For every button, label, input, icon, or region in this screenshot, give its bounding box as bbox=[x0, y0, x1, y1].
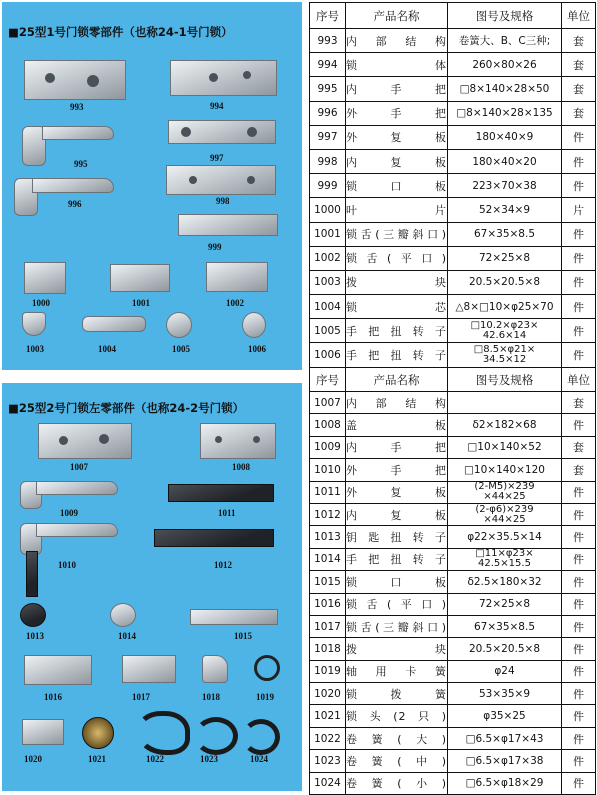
table-row bbox=[310, 29, 596, 53]
cell-spec: 72×25×8 bbox=[448, 593, 562, 615]
cell-unit: 件 bbox=[562, 319, 596, 343]
cell-unit: 套 bbox=[562, 392, 596, 414]
cell-unit: 件 bbox=[562, 727, 596, 749]
spec-table-1 bbox=[309, 2, 596, 368]
cell-spec: □8×140×28×50 bbox=[448, 77, 562, 101]
table-row bbox=[310, 593, 596, 615]
handle-rotor-large-image bbox=[166, 312, 192, 338]
table-row bbox=[310, 436, 596, 458]
table-row bbox=[310, 481, 596, 503]
table-row bbox=[310, 53, 596, 77]
cell-product-name: 内部结构 bbox=[346, 29, 448, 53]
cell-spec: 223×70×38 bbox=[448, 174, 562, 198]
retaining-ring-image bbox=[254, 655, 280, 681]
table-row bbox=[310, 615, 596, 637]
cell-product-name: 锁舌(平口) bbox=[346, 246, 448, 270]
cell-part-number: 1012 bbox=[310, 503, 346, 525]
cell-part-number: 1020 bbox=[310, 683, 346, 705]
cell-part-number: 1015 bbox=[310, 571, 346, 593]
cover-plate-image bbox=[200, 423, 276, 459]
part-label: 1012 bbox=[214, 560, 232, 570]
outer-handle-lever-image bbox=[36, 523, 118, 537]
cell-unit: 套 bbox=[562, 29, 596, 53]
part-label: 1014 bbox=[118, 631, 136, 641]
cell-unit: 件 bbox=[562, 750, 596, 772]
dial-block-image bbox=[202, 655, 228, 683]
lock-core-image bbox=[82, 316, 146, 332]
lock-striker-plate-image bbox=[178, 214, 278, 236]
part-label: 1021 bbox=[88, 754, 106, 764]
part-label: 997 bbox=[210, 153, 224, 163]
cell-part-number: 994 bbox=[310, 53, 346, 77]
cell-spec: □8×140×28×135 bbox=[448, 101, 562, 125]
latch-bolt-flat-image bbox=[206, 262, 268, 292]
table-row bbox=[310, 638, 596, 660]
table-row bbox=[310, 198, 596, 222]
table-row bbox=[310, 503, 596, 525]
outer-handle-shaft-image bbox=[26, 551, 38, 597]
latch-bolt-flat-image bbox=[24, 655, 92, 685]
col-header-name: 产品名称 bbox=[346, 3, 448, 29]
cell-unit: 套 bbox=[562, 53, 596, 77]
cell-part-number: 1014 bbox=[310, 548, 346, 570]
inner-handle-lever-image bbox=[42, 126, 114, 140]
cell-unit: 套 bbox=[562, 459, 596, 481]
cell-product-name: 钥匙扭转子 bbox=[346, 526, 448, 548]
cell-part-number: 996 bbox=[310, 101, 346, 125]
cell-part-number: 1002 bbox=[310, 246, 346, 270]
cell-product-name: 外手把 bbox=[346, 459, 448, 481]
cell-unit: 件 bbox=[562, 638, 596, 660]
part-label: 1003 bbox=[26, 344, 44, 354]
outer-handle-lever-image bbox=[32, 178, 114, 193]
cell-spec: 52×34×9 bbox=[448, 198, 562, 222]
cell-spec: □6.5×φ18×29 bbox=[448, 772, 562, 794]
cell-unit: 件 bbox=[562, 270, 596, 294]
cell-product-name: 锁头(2只) bbox=[346, 705, 448, 727]
part-label: 998 bbox=[216, 196, 230, 206]
cell-product-name: 内手把 bbox=[346, 77, 448, 101]
cell-spec: 180×40×20 bbox=[448, 149, 562, 173]
cell-unit: 件 bbox=[562, 593, 596, 615]
cell-spec: □10×140×120 bbox=[448, 459, 562, 481]
table-row bbox=[310, 683, 596, 705]
col-header-unit: 单位 bbox=[562, 3, 596, 29]
cell-spec: □10.2×φ23× 42.6×14 bbox=[448, 319, 562, 343]
lock-internal-structure-image bbox=[38, 423, 132, 459]
parts-panel-1 bbox=[2, 2, 302, 370]
part-label: 1007 bbox=[70, 462, 88, 472]
cell-spec: 67×35×8.5 bbox=[448, 222, 562, 246]
part-label: 1005 bbox=[172, 344, 190, 354]
cell-product-name: 锁舌(三瓣斜口) bbox=[346, 222, 448, 246]
part-label: 1020 bbox=[24, 754, 42, 764]
lock-cylinder-image bbox=[82, 717, 114, 749]
cell-part-number: 1017 bbox=[310, 615, 346, 637]
table-row bbox=[310, 270, 596, 294]
table-row bbox=[310, 149, 596, 173]
cell-spec: (2-M5)×239 ×44×25 bbox=[448, 481, 562, 503]
table-header-row bbox=[310, 3, 596, 29]
cell-spec: 260×80×26 bbox=[448, 53, 562, 77]
part-label: 1022 bbox=[146, 754, 164, 764]
col-header-spec: 图号及规格 bbox=[448, 3, 562, 29]
cell-unit: 件 bbox=[562, 295, 596, 319]
table-row bbox=[310, 772, 596, 794]
part-label: 1023 bbox=[200, 754, 218, 764]
handle-rotor-image bbox=[110, 603, 136, 627]
cell-unit: 件 bbox=[562, 481, 596, 503]
table-row bbox=[310, 392, 596, 414]
latch-bolt-bevel-image bbox=[122, 655, 176, 683]
latch-bolt-bevel-image bbox=[110, 264, 170, 292]
cell-part-number: 1023 bbox=[310, 750, 346, 772]
cell-unit: 件 bbox=[562, 149, 596, 173]
table-row bbox=[310, 750, 596, 772]
cell-part-number: 1011 bbox=[310, 481, 346, 503]
cell-spec bbox=[448, 392, 562, 414]
table-row bbox=[310, 125, 596, 149]
part-label: 1018 bbox=[202, 692, 220, 702]
cell-unit: 片 bbox=[562, 198, 596, 222]
part-label: 1006 bbox=[248, 344, 266, 354]
cell-part-number: 1016 bbox=[310, 593, 346, 615]
cell-part-number: 1000 bbox=[310, 198, 346, 222]
cell-product-name: 锁舌(三瓣斜口) bbox=[346, 615, 448, 637]
part-label: 1010 bbox=[58, 560, 76, 570]
col-header-no: 序号 bbox=[310, 368, 346, 392]
cell-unit: 件 bbox=[562, 548, 596, 570]
cell-spec: □6.5×φ17×38 bbox=[448, 750, 562, 772]
cell-unit: 件 bbox=[562, 222, 596, 246]
part-label: 1024 bbox=[250, 754, 268, 764]
cell-unit: 件 bbox=[562, 615, 596, 637]
table-row bbox=[310, 101, 596, 125]
dial-block-image bbox=[22, 312, 46, 336]
cell-product-name: 内复板 bbox=[346, 503, 448, 525]
cell-product-name: 卷簧(大) bbox=[346, 727, 448, 749]
cell-spec: φ35×25 bbox=[448, 705, 562, 727]
lock-striker-plate-image bbox=[190, 609, 278, 625]
cell-spec: φ22×35.5×14 bbox=[448, 526, 562, 548]
table-row bbox=[310, 222, 596, 246]
lock-spring-image bbox=[22, 719, 64, 745]
cell-product-name: 内手把 bbox=[346, 436, 448, 458]
cell-unit: 件 bbox=[562, 705, 596, 727]
cell-spec: δ2.5×180×32 bbox=[448, 571, 562, 593]
part-label: 1001 bbox=[132, 298, 150, 308]
cell-product-name: 锁口板 bbox=[346, 571, 448, 593]
col-header-unit: 单位 bbox=[562, 368, 596, 392]
table-row bbox=[310, 295, 596, 319]
cell-part-number: 1024 bbox=[310, 772, 346, 794]
cell-spec: △8×□10×φ25×70 bbox=[448, 295, 562, 319]
table-row bbox=[310, 414, 596, 436]
cell-product-name: 轴用卡簧 bbox=[346, 660, 448, 682]
panel-1-title: ■25型1号门锁零部件（也称24-1号门锁） bbox=[8, 25, 233, 39]
cell-product-name: 卷簧(小) bbox=[346, 772, 448, 794]
part-label: 1000 bbox=[32, 298, 50, 308]
part-label: 1015 bbox=[234, 631, 252, 641]
table-row bbox=[310, 727, 596, 749]
cell-product-name: 手把扭转子 bbox=[346, 548, 448, 570]
table-header-row bbox=[310, 368, 596, 392]
cell-product-name: 锁体 bbox=[346, 53, 448, 77]
coil-spring-medium-image bbox=[194, 717, 238, 755]
cell-part-number: 1005 bbox=[310, 319, 346, 343]
cell-spec: □10×140×52 bbox=[448, 436, 562, 458]
cell-unit: 件 bbox=[562, 343, 596, 367]
cell-product-name: 手把扭转子 bbox=[346, 343, 448, 367]
cell-spec: 20.5×20.5×8 bbox=[448, 638, 562, 660]
cell-part-number: 1003 bbox=[310, 270, 346, 294]
cell-unit: 件 bbox=[562, 503, 596, 525]
part-label: 1011 bbox=[218, 508, 236, 518]
col-header-name: 产品名称 bbox=[346, 368, 448, 392]
part-label: 999 bbox=[208, 242, 222, 252]
cell-product-name: 卷簧(中) bbox=[346, 750, 448, 772]
inner-plate-image bbox=[166, 165, 276, 195]
coil-spring-large-image bbox=[136, 711, 190, 755]
cell-unit: 套 bbox=[562, 436, 596, 458]
cell-spec: □6.5×φ17×43 bbox=[448, 727, 562, 749]
table-row bbox=[310, 246, 596, 270]
table-row bbox=[310, 459, 596, 481]
cell-part-number: 1022 bbox=[310, 727, 346, 749]
cell-product-name: 锁芯 bbox=[346, 295, 448, 319]
parts-panel-2 bbox=[2, 383, 302, 791]
cell-unit: 件 bbox=[562, 125, 596, 149]
inner-handle-lever-image bbox=[36, 481, 118, 495]
cell-part-number: 1019 bbox=[310, 660, 346, 682]
col-header-spec: 图号及规格 bbox=[448, 368, 562, 392]
part-label: 1008 bbox=[232, 462, 250, 472]
cell-part-number: 993 bbox=[310, 29, 346, 53]
cell-unit: 件 bbox=[562, 772, 596, 794]
cell-part-number: 1009 bbox=[310, 436, 346, 458]
part-label: 996 bbox=[68, 199, 82, 209]
cell-product-name: 盖板 bbox=[346, 414, 448, 436]
cell-spec: □11×φ23× 42.5×15.5 bbox=[448, 548, 562, 570]
cell-unit: 件 bbox=[562, 683, 596, 705]
cell-part-number: 997 bbox=[310, 125, 346, 149]
part-label: 993 bbox=[70, 102, 84, 112]
part-label: 1019 bbox=[256, 692, 274, 702]
lock-body-image bbox=[170, 60, 277, 96]
cell-spec: φ24 bbox=[448, 660, 562, 682]
part-label: 1016 bbox=[44, 692, 62, 702]
table-row bbox=[310, 174, 596, 198]
part-label: 1013 bbox=[26, 631, 44, 641]
cell-product-name: 锁口板 bbox=[346, 174, 448, 198]
cell-unit: 件 bbox=[562, 246, 596, 270]
cell-part-number: 1018 bbox=[310, 638, 346, 660]
part-label: 995 bbox=[74, 159, 88, 169]
cell-part-number: 995 bbox=[310, 77, 346, 101]
outer-plate-image bbox=[168, 120, 276, 144]
blade-image bbox=[24, 262, 66, 294]
cell-spec: 72×25×8 bbox=[448, 246, 562, 270]
cell-part-number: 999 bbox=[310, 174, 346, 198]
cell-spec: 67×35×8.5 bbox=[448, 615, 562, 637]
cell-unit: 件 bbox=[562, 571, 596, 593]
spec-table-2 bbox=[309, 367, 596, 795]
cell-product-name: 叶片 bbox=[346, 198, 448, 222]
coil-spring-small-image bbox=[242, 719, 280, 755]
cell-product-name: 外复板 bbox=[346, 481, 448, 503]
cell-unit: 套 bbox=[562, 77, 596, 101]
cell-product-name: 外复板 bbox=[346, 125, 448, 149]
cell-spec: 53×35×9 bbox=[448, 683, 562, 705]
cell-spec: (2-φ6)×239 ×44×25 bbox=[448, 503, 562, 525]
part-label: 1004 bbox=[98, 344, 116, 354]
cell-part-number: 1010 bbox=[310, 459, 346, 481]
cell-product-name: 锁舌(平口) bbox=[346, 593, 448, 615]
col-header-no: 序号 bbox=[310, 3, 346, 29]
cell-part-number: 1001 bbox=[310, 222, 346, 246]
key-rotor-image bbox=[20, 603, 46, 627]
cell-unit: 件 bbox=[562, 414, 596, 436]
panel-2-title: ■25型2号门锁左零部件（也称24-2号门锁） bbox=[8, 401, 245, 415]
cell-part-number: 998 bbox=[310, 149, 346, 173]
cell-part-number: 1013 bbox=[310, 526, 346, 548]
table-row bbox=[310, 319, 596, 343]
table-row bbox=[310, 660, 596, 682]
part-label: 1002 bbox=[226, 298, 244, 308]
cell-product-name: 手把扭转子 bbox=[346, 319, 448, 343]
cell-unit: 件 bbox=[562, 174, 596, 198]
cell-product-name: 拨块 bbox=[346, 270, 448, 294]
table-row bbox=[310, 343, 596, 367]
part-label: 1017 bbox=[132, 692, 150, 702]
cell-product-name: 内部结构 bbox=[346, 392, 448, 414]
outer-plate-image bbox=[168, 484, 274, 502]
cell-product-name: 拨块 bbox=[346, 638, 448, 660]
table-row bbox=[310, 571, 596, 593]
cell-product-name: 内复板 bbox=[346, 149, 448, 173]
cell-unit: 套 bbox=[562, 101, 596, 125]
table-row bbox=[310, 77, 596, 101]
cell-spec: 20.5×20.5×8 bbox=[448, 270, 562, 294]
cell-spec: 180×40×9 bbox=[448, 125, 562, 149]
cell-part-number: 1007 bbox=[310, 392, 346, 414]
cell-product-name: 锁拨簧 bbox=[346, 683, 448, 705]
cell-spec: 卷簧大、B、C三种; bbox=[448, 29, 562, 53]
cell-part-number: 1021 bbox=[310, 705, 346, 727]
cell-unit: 件 bbox=[562, 660, 596, 682]
cell-part-number: 1004 bbox=[310, 295, 346, 319]
table-row bbox=[310, 705, 596, 727]
handle-rotor-small-image bbox=[242, 312, 266, 338]
cell-part-number: 1006 bbox=[310, 343, 346, 367]
cell-part-number: 1008 bbox=[310, 414, 346, 436]
cell-spec: δ2×182×68 bbox=[448, 414, 562, 436]
cell-unit: 件 bbox=[562, 526, 596, 548]
lock-internal-structure-image bbox=[24, 60, 126, 100]
cell-spec: □8.5×φ21× 34.5×12 bbox=[448, 343, 562, 367]
table-row bbox=[310, 548, 596, 570]
part-label: 1009 bbox=[60, 508, 78, 518]
part-label: 994 bbox=[210, 101, 224, 111]
inner-plate-image bbox=[154, 529, 274, 547]
table-row bbox=[310, 526, 596, 548]
cell-product-name: 外手把 bbox=[346, 101, 448, 125]
